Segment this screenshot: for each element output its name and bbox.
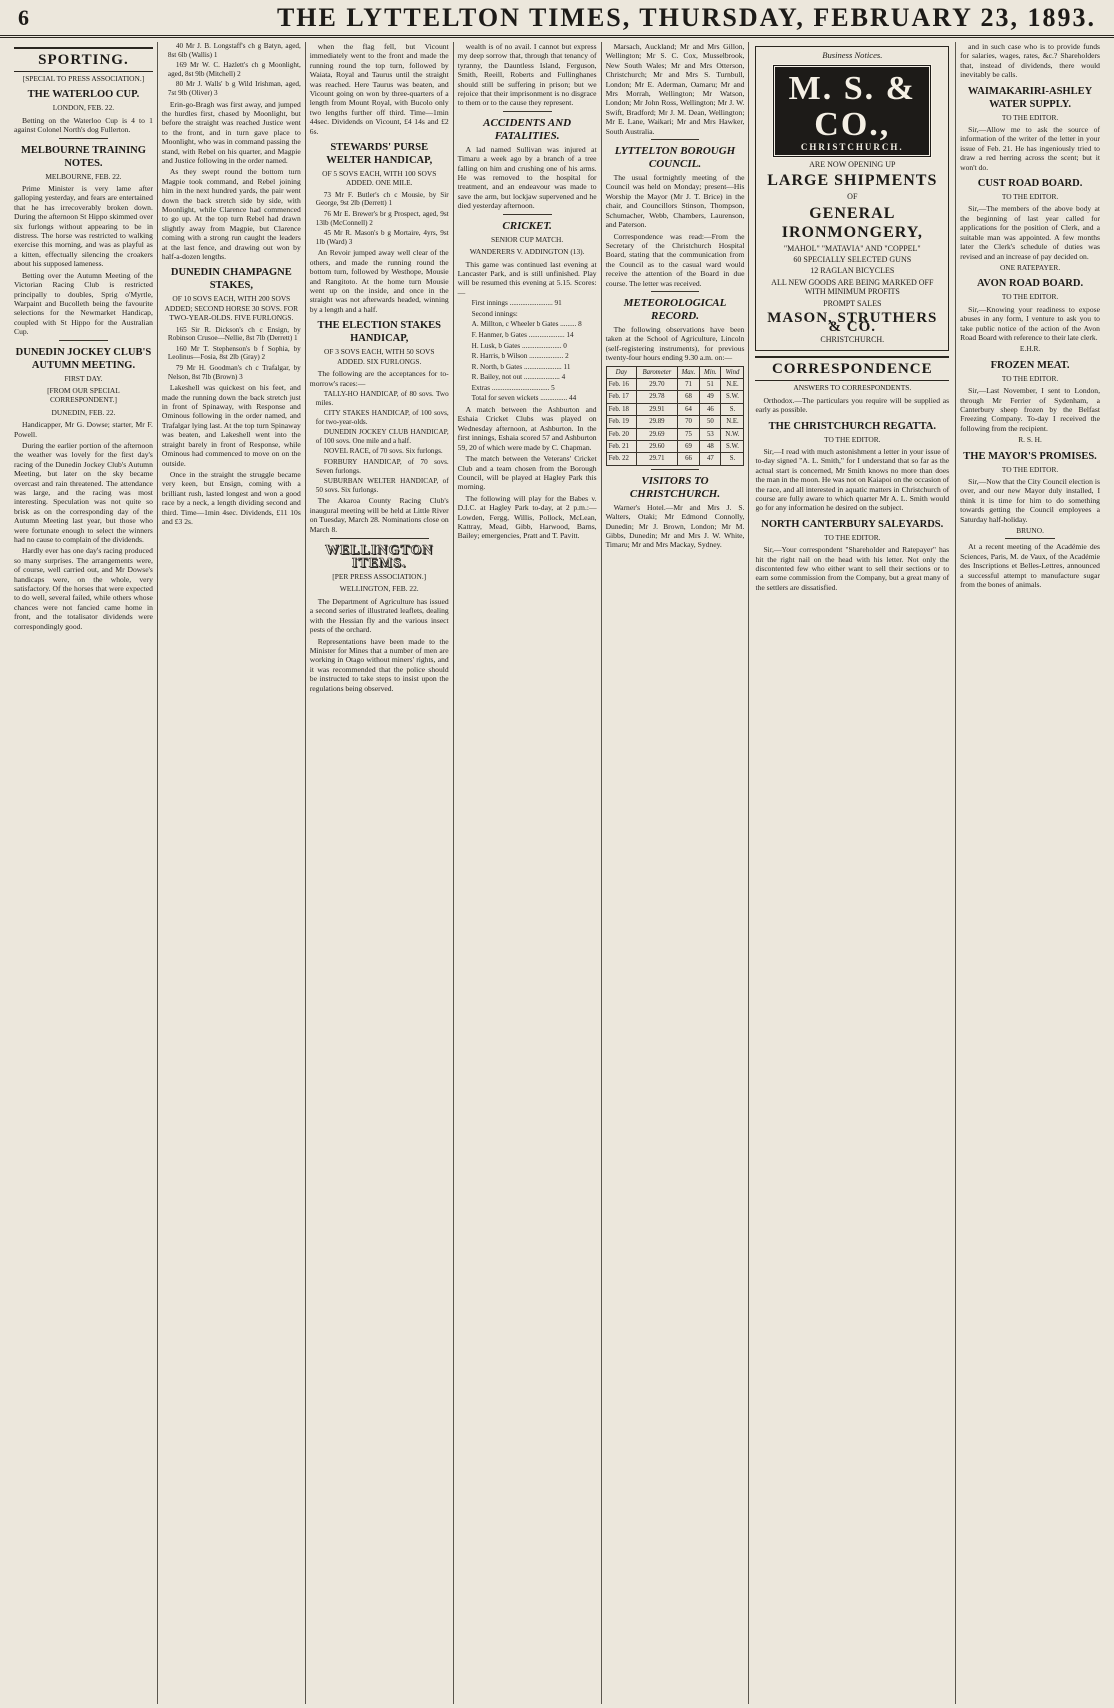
dunedin-para-2: Hardly ever has one day's racing produced so many surprises. The arrangements were, of course, well carried out, and Mr Dowse's handicaps were, on the whole, very satisfactory. Of the horses that were expected to do well, several failed, while others whose chances were not fancied came home in front, and the totalisator dividends were correspondingly good. [14,546,153,631]
ad-headline-2: GENERAL IRONMONGERY, [781,204,923,241]
met-header: Min. [700,366,721,378]
met-intro: The following observations have been taken at the School of Agriculture, Lincoln (self-registering instruments), for previous twenty-four hours ending 9.30 a.m. on:— [605,324,745,363]
newspaper-title: THE LYTTELTON TIMES, THURSDAY, FEBRUARY 23, 1893. [276,2,1096,32]
met-cell: 29.71 [637,453,678,465]
columns [10,42,1104,1704]
met-cell: 68 [677,391,700,403]
race-entry: 80 Mr J. Walls' b g Wild Irishman, aged, 7st 9lb (Oliver) 3 [167,80,301,97]
race-report-para: As they swept round the bottom turn Magpie took command, and Rebel joining him in the next hundred yards, the pair went down the back stretch side by side, with Moonlight, while Clarence had commenced to go up. At the top turn Rebel had drawn slightly away from Magpie, but Clarence coming with a strong run caught the leaders at the last fence, and drawing out won by half-a-dozen lengths. [161,167,301,262]
cricket-para: A match between the Ashburton and Eshaia Cricket Clubs was played on Wednesday afternoon, at Ashburton. In the first innings, Eshaia scored 57 and Ashburton 59, 20 of which were made by C. Chapman. [457,405,597,452]
avon-road-title: AVON ROAD BOARD. [977,278,1084,290]
score-line: R. Bailey, not out .................... 4 [471,373,566,382]
ad-brands: "MAHOL" "MATAVIA" AND "COPPEL" [783,243,921,253]
wellington-para-2: Representations have been made to the Minister for Mines that a number of men are working in Otago without miners' rights, and it was recommended that the police should be instructed to take steps to insist upon the regulations being observed. [309,636,449,693]
waterloo-cup-title: THE WATERLOO CUP. [27,89,140,101]
logo-city: CHRISTCHURCH. [800,142,904,153]
met-header: Day [606,366,637,378]
acceptance-item: CITY STAKES HANDICAP, of 100 sovs, for two-year-olds. [315,409,449,426]
letter-para: Sir,—The members of the above body at the beginning of last year called for applications for the position of Clerk, and a suitable man was appointed. A few months later the Clerk's schedule of duties was revised and an increase of pay decided on. [960,204,1100,261]
race-entry: 45 Mr R. Mason's b g Mortaire, 4yrs, 9st 1lb (Ward) 3 [315,229,449,246]
met-cell: 64 [677,403,700,415]
to-the-editor: TO THE EDITOR. [824,532,881,542]
column-racing-wellington [306,42,454,1704]
score-line: Total for seven wickets ............... 44 [471,394,577,403]
article-para: At a recent meeting of the Académie des Sciences, Paris, M. de Vaux, of the Académie des Inscriptions et Belles-Lettres, announced a successful attempt to manufacture sugar from the bones of animals. [960,542,1100,590]
met-cell: 75 [677,428,700,440]
wellington-credit: [PER PRESS ASSOCIATION.] [332,572,427,582]
race-entry: 165 Sir R. Dickson's ch c Ensign, by Robinson Crusoe—Nellie, 8st 7lb (Derrett) 1 [167,325,301,343]
page-number: 6 [18,4,29,30]
met-cell: 48 [700,441,721,453]
ms-co-logo [772,64,932,157]
met-table [606,366,745,466]
race-report-para: Lakeshell was quickest on his feet, and made the running down the back stretch just in front of Spinaway, with Response and Ominous following in the order named, and Trafalgar lying last. At the top turn Spinaway was beaten, and Lakeshell went into the straight barely in front of Response, while Ominous had commenced to move on on the outside. [161,383,301,468]
cricket-title: CRICKET. [502,219,552,232]
wellington-para-1: The Department of Agriculture has issued a second series of illustrated leaflets, dealing with the Hessian fly and the various insect pests of the orchard. [309,596,449,635]
waterloo-cup-text: Betting on the Waterloo Cup is 4 to 1 against Colonel North's dog Fullerton. [14,115,153,135]
race-entry: 160 Mr T. Stephenson's b f Sophia, by Leolinus—Fosia, 8st 2lb (Gray) 2 [167,344,301,362]
met-cell: Feb. 18 [606,403,637,415]
met-cell: 66 [677,453,700,465]
met-cell: 53 [700,428,721,440]
score-line: H. Lusk, b Gates ...................... 0 [471,341,567,350]
divider [330,538,429,539]
welter-handicap-sub: OF 5 SOVS EACH, WITH 100 SOVS ADDED. ONE MILE. [322,169,437,188]
score-line: First innings ........................ 91 [471,299,562,308]
table-row [606,391,744,403]
race-entry: 76 Mr E. Brewer's br g Prospect, aged, 9st 13lb (McConnell) 2 [315,210,449,227]
to-the-editor: TO THE EDITOR. [1001,112,1059,122]
sporting-heading: SPORTING. [14,47,153,72]
ad-firm-city: CHRISTCHURCH. [820,334,885,344]
met-cell: 47 [700,453,721,465]
acceptance-item: TALLY-HO HANDICAP, of 80 sovs. Two miles. [315,389,449,407]
divider [59,340,108,341]
met-cell: 69 [677,441,700,453]
wellington-items-title: WELLINGTON ITEMS. [324,543,434,572]
borough-para-2: Correspondence was read:—From the Secretary of the Christchurch Hospital Board, stating that the communication from the Council as to the casual ward would receive the attention of the Board in due course. The letter was received. [605,231,745,288]
visitors-para: Warner's Hotel.—Mr and Mrs J. S. Walters, Otaki; Mr Edmond Connolly, Dunedin; Mr J. Brown, London; Mr M. Gibbs, Dunedin; Mr and Mrs J. W. White, Timaru; Mr and Mrs Mackay, Sydney. [605,502,745,550]
table-row [606,403,744,415]
masthead [0,0,1114,38]
melbourne-notes-title: MELBOURNE TRAINING NOTES. [20,144,146,169]
akaroa-para: The Akaroa County Racing Club's inaugural meeting will be held at Little River on Tuesday, March 28. Nominations close on March 8. [309,496,449,534]
column-sporting [10,42,158,1704]
wellington-dateline: WELLINGTON, FEB. 22. [339,584,419,594]
met-cell: 49 [700,391,721,403]
election-stakes-sub: OF 3 SOVS EACH, WITH 50 SOVS ADDED. SIX FURLONGS. [323,347,435,366]
met-cell: 50 [700,416,721,428]
to-the-editor: TO THE EDITOR. [824,434,881,444]
race-entry: 169 Mr W. C. Hazlett's ch g Moonlight, aged, 8st 9lb (Mitchell) 2 [167,61,301,78]
divider [59,138,108,139]
met-cell: 29.91 [637,403,678,415]
met-header: Max. [677,366,700,378]
to-the-editor: TO THE EDITOR. [1001,464,1059,474]
divider [651,291,700,292]
ad-line: PROMPT SALES [823,298,882,308]
accidents-title: ACCIDENTS AND FATALITIES. [483,116,572,142]
ad-firm-name: MASON, STRUTHERS & CO. [767,310,938,336]
ad-line: ARE NOW OPENING UP [809,159,896,169]
met-cell: N.E. [721,416,744,428]
score-line: R. Harris, b Wilson ................... 2 [471,352,569,361]
score-line: R. North, b Gates ..................... 11 [471,362,571,371]
table-row [606,378,744,390]
letter-para: Sir,—Last November, I sent to London, through Mr Ferrier of Sydenham, a Canterbury sheep frozen by the Belfast Freezing Company. To-day I received the following from the recipient. [960,386,1100,433]
acceptance-item: DUNEDIN JOCKEY CLUB HANDICAP, of 100 sovs. One mile and a half. [315,428,449,445]
met-cell: S.W. [721,391,744,403]
saleyards-para: Sir,—Your correspondent "Shareholder and Ratepayer" has hit the right nail on the head with his letter. Not only the discontented few who either want to sell their sections or to earn some commission from the Company, but a great many of the settlers are dissatisfied. [755,545,950,592]
met-cell: 29.69 [637,428,678,440]
met-cell: Feb. 21 [606,441,637,453]
welter-handicap-title: STEWARDS' PURSE WELTER HANDICAP, [326,142,433,167]
met-cell: Feb. 16 [606,378,637,390]
cricket-team-list: The following will play for the Babes v. D.I.C. at Hagley Park to-day, at 2 p.m.:—Lowden, Fergg, Willis, Pollock, McLean, Kattray, Mead, Gibb, Harwood, Barns, Bailey; emergencies, Pratt and T. Pavitt. [457,493,597,541]
met-header: Wind [721,366,744,378]
dunedin-officials: Handicapper, Mr G. Dowse; starter, Mr F. Powell. [14,420,153,439]
borough-council-title: LYTTELTON BOROUGH COUNCIL. [614,145,736,171]
met-header: Barometer [637,366,678,378]
race-report-para: Once in the straight the struggle became very keen, but Ensign, coming with a brilliant rush, lasted longest and won a good race by a neck, a length dividing second and third. Time—1min 4sec. Dividends, £11 10s and £3 2s. [161,469,301,526]
visitors-list: Marsach, Auckland; Mr and Mrs Gillon, Wellington; Mr S. C. Cox, Musselbrook, New South Wales; Mr and Mrs Otterson, Christchurch; Mr and Mrs S. Turnbull, London; Mr E. Aderman, Oamaru; Mr and Mrs Morrah, Wellington; Mr Watson, London; Mr John Ross, Wellington; Mr J. W. Swift, Bradford; Mr J. M. Dean, Wellington; Mr E. Lane, Waikari; Mr and Mrs Hawker, South Australia. [605,42,745,136]
waterloo-cup-dateline: LONDON, FEB. 22. [52,103,115,113]
score-line: Extras ................................ 5 [471,383,555,392]
to-the-editor: TO THE EDITOR. [1001,192,1059,202]
divider [503,111,552,112]
table-row [606,441,744,453]
race-report-para: when the flag fell, but Vicount immediately went to the front and made the running round the top turn, followed by Waiata, Royal and Taurus until the straight was reached. Here Taurus was beaten, and Vicount going on won by three-quarters of a length from Mount Royal, with Bucolo only two lengths further off third. Time—1min 44sec. Dividends on Vicount, £4 14s and £2 6s. [309,42,449,136]
ad-line: OF [847,192,858,202]
met-cell: N.E. [721,378,744,390]
met-cell: S. [721,453,744,465]
dunedin-meeting-title: DUNEDIN JOCKEY CLUB'S AUTUMN MEETING. [15,346,152,371]
met-cell: S.W. [721,441,744,453]
met-cell: S. [721,403,744,415]
ad-line: 60 SPECIALLY SELECTED GUNS [793,255,912,265]
met-cell: 46 [700,403,721,415]
table-row [606,416,744,428]
cricket-para: This game was continued last evening at Lancaster Park, and is still unfinished. Play will be resumed this evening at 5.15. Scores:— [457,259,597,297]
dunedin-para-1: During the earlier portion of the afternoon the weather was lovely for the first day's racing of the Dunedin Jockey Club's Autumn Meeting, but later on the sky became overcast and rain threatened. The attendance was large, and the racing was most interesting. Speculation was not quite so brisk as on the corresponding day of the Autumn Meeting last year, but those who were fortunate enough to select the winners had no cause to complain of the dividends. [14,440,153,545]
race-entry: 73 Mr F. Butler's ch c Mousie, by Sir George, 9st 2lb (Derrett) 1 [315,190,449,208]
divider [651,469,700,470]
sporting-credit: [SPECIAL TO PRESS ASSOCIATION.] [22,74,145,83]
article-para: wealth is of no avail. I cannot but express my deep sorrow that, through that tenancy of tyranny, the Dauntless Island, Ferguson, Smith, Reeill, Roberts and Fullinghanes should still be suffering in prison; but we rejoice that their imprisonment is no disgrace to them or to the cause they represent. [457,42,597,108]
borough-para-1: The usual fortnightly meeting of the Council was held on Monday; present—His Worship the Mayor (Mr J. T. Brice) in the chair, and Councillors Stinson, Thompson, Schumacher, Webb, Chambers, Laurenson, and Paterson. [605,173,745,230]
letter-para: Sir,—Knowing your readiness to expose abuses in any form, I venture to ask you to take public notice of the action of the Avon Road Board with reference to their late clerk. [960,304,1100,342]
saleyards-title: NORTH CANTERBURY SALEYARDS. [761,518,944,530]
score-line: F. Hanmer, b Gates .................... 14 [471,330,574,339]
correspondence-heading: CORRESPONDENCE [755,356,949,381]
met-cell: 29.89 [637,416,678,428]
letter-signature: E.H.R. [1019,344,1041,354]
acceptance-item: NOVEL RACE, of 70 sovs. Six furlongs. [323,447,443,456]
table-row [606,428,744,440]
waimakariri-title: WAIMAKARIRI-ASHLEY WATER SUPPLY. [967,85,1093,110]
answers-para: Orthodox.—The particulars you require will be supplied as early as possible. [755,395,950,415]
letter-signature: ONE RATEPAYER. [999,262,1061,272]
dunedin-meeting-dateline: DUNEDIN, FEB. 22. [51,407,116,417]
acceptance-item: SUBURBAN WELTER HANDICAP, of 50 sovs. Six furlongs. [315,477,449,494]
cricket-para: The match between the Veterans' Cricket Club and a team chosen from the Borough Council, will be played at Hagley Park this morning. [457,454,597,492]
met-cell: Feb. 19 [606,416,637,428]
column-borough-met [602,42,750,1704]
ad-line: 12 RAGLAN BICYCLES [810,266,895,276]
ad-line: ALL NEW GOODS ARE BEING MARKED OFF WITH MINIMUM PROFITS [771,277,934,297]
met-record-title: METEOROLOGICAL RECORD. [623,296,727,322]
champagne-stakes-sub: OF 10 SOVS EACH, WITH 200 SOVS ADDED; SECOND HORSE 30 SOVS. FOR TWO-YEAR-OLDS. FIVE FURLONGS. [164,294,299,323]
regatta-title: THE CHRISTCHURCH REGATTA. [768,420,936,432]
letter-para: Sir,—Allow me to ask the source of information of the writer of the letter in your issue of Feb. 21. He has ingeniously tried to draw a red herring across the scent; but it won't do. [960,125,1100,172]
divider [503,214,552,215]
logo-text: M. S. & CO., [788,70,916,144]
column-race-results [158,42,306,1704]
cust-road-title: CUST ROAD BOARD. [977,178,1083,190]
met-cell: 29.60 [637,441,678,453]
election-stakes-title: THE ELECTION STAKES HANDICAP, [317,320,441,345]
met-cell: 70 [677,416,700,428]
table-row [606,453,744,465]
accidents-para: A lad named Sullivan was injured at Timaru a week ago by a branch of a tree falling on him and crushing one of his arms. He was removed to the hospital for treatment, and an endeavour was made to save the arm, but lockjaw supervened and he died yesterday afternoon. [457,144,597,211]
mayors-promises-title: THE MAYOR'S PROMISES. [963,450,1097,462]
melbourne-notes-dateline: MELBOURNE, FEB. 22. [45,171,122,181]
champagne-stakes-title: DUNEDIN CHAMPAGNE STAKES, [170,267,292,292]
letter-para: Sir,—Now that the City Council election is over, and our new Mayor duly installed, I think it is time for him to do something towards getting the Council employees a Saturday half-holiday. [960,477,1100,524]
met-cell: 51 [700,378,721,390]
race-entry: 79 Mr H. Goodman's ch c Trafalgar, by Nelson, 8st 7lb (Brown) 3 [167,364,301,381]
melbourne-notes-para-2: Betting over the Autumn Meeting of the Victorian Racing Club is restricted principally to doubles, Sprig o'Myrtle, Warpaint and Bucolleth being the favourite selections for the Newmarket Handicap, coupled with St Hippo for the Australian Cup. [14,270,153,337]
visitors-title: VISITORS TO CHRISTCHURCH. [629,474,721,500]
column-accidents-cricket [454,42,602,1704]
met-cell: Feb. 17 [606,391,637,403]
met-cell: 29.78 [637,391,678,403]
acceptances-intro: The following are the acceptances for to-morrow's races:— [309,369,449,388]
business-advert [755,46,949,351]
race-report-para: An Revoir jumped away well clear of the others, and made the running round the bottom turn, followed by Westhope, Mousie and Rangitoto. At the home turn Mousie went up on the inside, and once in the straight was not afterwards headed, winning by a length and a half. [309,248,449,314]
cricket-sub: SENIOR CUP MATCH. [491,234,564,244]
met-cell: N.W. [721,428,744,440]
met-cell: 29.70 [637,378,678,390]
to-the-editor: TO THE EDITOR. [1001,373,1059,383]
dunedin-meeting-sub: FIRST DAY. [64,373,103,383]
column-letters [956,42,1104,1704]
frozen-meat-title: FROZEN MEAT. [990,359,1070,371]
regatta-para: Sir,—I read with much astonishment a letter in your issue of to-day signed "A. L. Smith," for I understand that so far as the actual start is concerned, Mr Smith knows no more than does the man in the moon. He was not on Kaiapoi on the occasion of the race, and all interested in aquatic matters in Christchurch of course are fully aware to which quarter Mr A. L. Smith would go for any information he desired on the subject. [755,446,950,513]
melbourne-notes-para-1: Prime Minister is very lame after galloping yesterday, and fears are entertained that he has irrecoverably broken down. During the afternoon St Hippo skimmed over six furlongs without appearing to be in distress. The horse was restricted to walking exercise this morning, and was as playful as a kitten, effectually silencing the croakers about his supposed lameness. [14,184,153,269]
divider [1005,538,1055,539]
met-cell: Feb. 22 [606,453,637,465]
divider [651,139,700,140]
acceptance-item: FORBURY HANDICAP, of 70 sovs. Seven furlongs. [315,458,449,475]
letter-para: and in such case who is to provide funds for salaries, wages, rates, &c.? Shareholders that, instead of dividends, there would inevitably be calls. [960,42,1100,80]
met-cell: Feb. 20 [606,428,637,440]
cricket-match: WANDERERS V. ADDINGTON (13). [469,247,585,257]
column-advert-correspondence [749,42,956,1704]
to-the-editor: TO THE EDITOR. [1001,292,1059,302]
score-line: A. Millton, c Wheeler b Gates ......... 8 [471,320,582,329]
score-line: Second innings: [471,309,518,318]
answers-heading: ANSWERS TO CORRESPONDENTS. [793,383,912,393]
business-notices-banner: Business Notices. [822,50,883,60]
letter-signature: R. S. H. [1018,435,1042,445]
race-report-para: Erin-go-Bragh was first away, and jumped the hurdles first, chased by Moonlight, but before the straight was reached Justice went to the front, and in turn gave place to Moonlight, who was in command passing the stand, with Rebel on his quarter, and Magpie and Justice following in the order named. [161,99,301,165]
dunedin-meeting-credit: [FROM OUR SPECIAL CORRESPONDENT.] [47,385,120,405]
met-cell: 71 [677,378,700,390]
met-header-row [606,366,744,378]
race-entry: 40 Mr J. B. Longstaff's ch g Batyn, aged, 8st 6lb (Wallis) 1 [167,42,301,59]
ad-headline: LARGE SHIPMENTS [767,172,938,190]
letter-signature: BRUNO. [1016,526,1044,536]
